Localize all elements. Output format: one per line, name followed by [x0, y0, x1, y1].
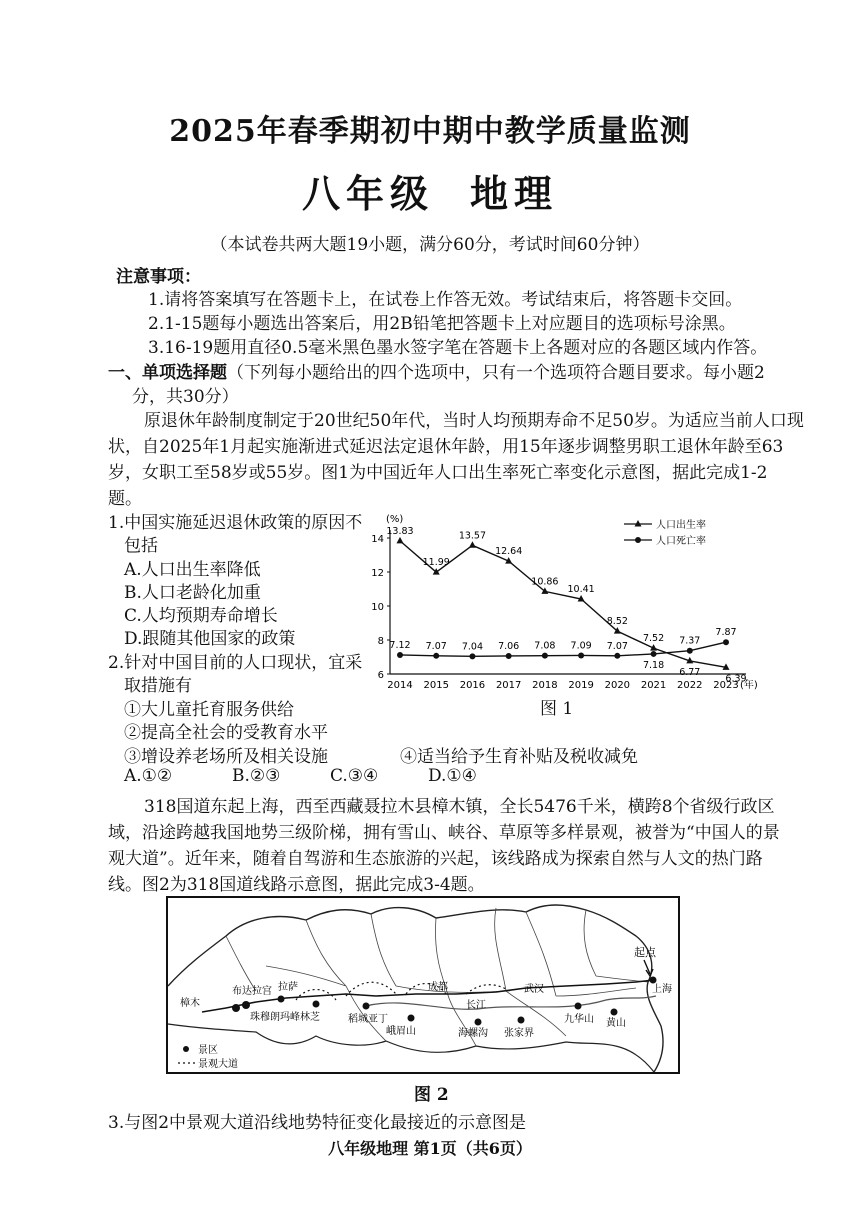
notice-heading: 注意事项：: [116, 267, 201, 287]
death-rate-data-label: 7.09: [570, 640, 592, 652]
death-rate-data-label: 7.18: [642, 659, 665, 671]
death-rate-point: [723, 639, 729, 645]
x-axis-unit: (年): [740, 680, 758, 691]
x-tick-label: 2017: [495, 680, 522, 691]
x-tick-label: 2016: [459, 680, 486, 691]
q1-option-c[interactable]: C.人均预期寿命增长: [124, 606, 278, 626]
birth-rate-data-label: 13.57: [458, 530, 487, 542]
place-label: 张家界: [504, 1028, 534, 1039]
death-rate-data-label: 7.37: [679, 635, 701, 647]
birth-rate-data-label: 6.77: [679, 666, 701, 678]
scenic-spot: [611, 1009, 618, 1016]
q1-option-b[interactable]: B.人口老龄化加重: [124, 583, 261, 603]
scenic-spot: [363, 1003, 370, 1010]
material-line: 岁，女职工至58岁或55岁。图1为中国近年人口出生率死亡率变化示意图，据此完成1-2: [108, 463, 768, 483]
birth-rate-data-label: 12.64: [495, 546, 523, 558]
death-rate-point: [506, 653, 512, 659]
y-tick-label: 10: [371, 602, 384, 613]
place-label: 珠穆朗玛峰: [250, 1012, 300, 1023]
map-frame: [167, 897, 679, 1073]
death-rate-line: [400, 642, 726, 656]
place-label: 峨眉山: [386, 1026, 416, 1037]
birth-death-rate-chart: [356, 508, 796, 698]
birth-rate-point: [397, 537, 404, 544]
page-title: 2025年春季期初中期中教学质量监测: [169, 114, 691, 149]
scenic-spot: [518, 1017, 525, 1024]
scenic-spot: [313, 1001, 320, 1008]
scenic-spot: [408, 1015, 415, 1022]
q2-item: ①大儿童托育服务供给: [124, 700, 294, 720]
q2-option-a[interactable]: A.①②: [124, 766, 173, 786]
birth-rate-point: [541, 587, 548, 594]
legend-marker: [635, 520, 642, 527]
birth-rate-data-label: 8.52: [606, 616, 628, 628]
place-label: 武汉: [524, 984, 544, 995]
scenic-spot: [242, 1001, 250, 1009]
y-tick-label: 14: [371, 534, 384, 545]
x-tick-label: 2022: [677, 680, 703, 691]
birth-rate-point: [469, 541, 476, 548]
death-rate-data-label: 7.07: [425, 640, 447, 652]
material-line: 原退休年龄制度制定于20世纪50年代，当时人均预期寿命不足50岁。为适应当前人口现: [144, 411, 804, 431]
q2-stem: 2.针对中国目前的人口现状，宜采: [108, 653, 363, 673]
place-label: 黄山: [606, 1018, 626, 1029]
birth-rate-data-label: 6.39: [725, 673, 747, 685]
q2-option-c[interactable]: C.③④: [330, 766, 379, 786]
q1-option-d[interactable]: D.跟随其他国家的政策: [124, 629, 296, 649]
place-label: 拉萨: [278, 982, 298, 993]
notice-item: 2.1-15题每小题选出答案后，用2B铅笔把答题卡上对应题目的选项标号涂黑。: [148, 314, 736, 334]
death-rate-point: [651, 651, 657, 657]
notice-item: 3.16-19题用直径0.5毫米黑色墨水签字笔在答题卡上各题对应的各题区域内作答。: [148, 338, 768, 358]
death-rate-data-label: 7.87: [715, 627, 737, 639]
place-label: 海螺沟: [458, 1028, 488, 1039]
q2-item: ②提高全社会的受教育水平: [124, 723, 328, 743]
q2-item: ④适当给予生育补贴及税收减免: [400, 747, 638, 767]
death-rate-data-label: 7.12: [389, 639, 411, 651]
death-rate-data-label: 7.08: [534, 640, 556, 652]
q1-option-a[interactable]: A.人口出生率降低: [124, 560, 261, 580]
legend-spot-marker: [183, 1046, 189, 1052]
x-tick-label: 2023: [713, 680, 739, 691]
scenic-spot: [232, 1004, 240, 1012]
q2-option-b[interactable]: B.②③: [232, 766, 281, 786]
material-line: 线。图2为318国道线路示意图，据此完成3-4题。: [108, 875, 485, 895]
material-line: 状，自2025年1月起实施渐进式延迟法定退休年龄，用15年逐步调整男职工退休年龄至63: [108, 437, 784, 457]
y-tick-label: 8: [377, 636, 384, 647]
death-rate-point: [578, 652, 584, 658]
scenic-spot: [575, 1003, 582, 1010]
y-tick-label: 6: [377, 670, 384, 681]
material-line: 域，沿途跨越我国地势三级阶梯，拥有雪山、峡谷、草原等多样景观，被誉为“中国人的景: [108, 823, 780, 843]
q2-stem: 取措施有: [124, 676, 192, 696]
subject-label: 地理: [470, 171, 559, 216]
legend-marker: [635, 537, 641, 543]
death-rate-point: [433, 653, 439, 659]
grade-label: 八年级: [301, 171, 434, 216]
notice-item: 1.请将答案填写在答题卡上，在试卷上作答无效。考试结束后，将答题卡交回。: [148, 290, 743, 310]
place-label: 稻城亚丁: [348, 1014, 388, 1025]
death-rate-point: [687, 648, 693, 654]
death-rate-data-label: 7.07: [606, 640, 628, 652]
birth-rate-data-label: 10.86: [531, 576, 559, 588]
material-line: 318国道东起上海，西至西藏聂拉木县樟木镇，全长5476千米，横跨8个省级行政区: [144, 797, 775, 817]
x-tick-label: 2014: [387, 680, 413, 691]
material-line: 题。: [108, 489, 142, 509]
exam-note: （本试卷共两大题19小题，满分60分，考试时间60分钟）: [210, 235, 650, 255]
page-footer: 八年级地理 第1页（共6页）: [328, 1139, 532, 1158]
death-rate-point: [397, 652, 403, 658]
birth-rate-data-label: 11.99: [422, 557, 450, 569]
death-rate-point: [469, 653, 475, 659]
legend-avenue-label: 景观大道: [198, 1059, 238, 1070]
section-title: 一、单项选择题: [108, 363, 227, 383]
q3-stem: 3.与图2中景观大道沿线地势特征变化最接近的示意图是: [108, 1113, 527, 1133]
legend-label: 人口死亡率: [656, 536, 706, 547]
legend-label: 人口出生率: [656, 520, 706, 531]
y-axis-label: (%): [386, 514, 404, 525]
figure1-caption: 图 1: [540, 699, 574, 719]
x-tick-label: 2019: [568, 680, 594, 691]
legend-spot-label: 景区: [198, 1045, 218, 1056]
death-rate-point: [614, 653, 620, 659]
y-tick-label: 12: [371, 568, 384, 579]
x-tick-label: 2015: [423, 680, 449, 691]
scenic-spot: [650, 977, 657, 984]
place-label: 布达拉宫: [232, 986, 272, 997]
place-label: 樟木: [180, 998, 200, 1009]
start-label: 起点: [634, 946, 656, 959]
section-heading: [108, 358, 765, 383]
q2-item: ③增设养老场所及相关设施: [124, 747, 328, 767]
place-label: 林芝: [300, 1012, 320, 1023]
x-tick-label: 2018: [532, 680, 558, 691]
birth-rate-data-label: 7.52: [642, 633, 665, 645]
place-label: 长江: [466, 1000, 486, 1011]
section-note-2: 分，共30分）: [132, 387, 239, 407]
scenic-spot: [278, 996, 285, 1003]
x-tick-label: 2020: [604, 680, 631, 691]
birth-rate-data-label: 13.83: [386, 525, 414, 537]
x-tick-label: 2021: [640, 680, 667, 691]
place-label: 上海: [652, 984, 672, 995]
section-note-1: （下列每小题给出的四个选项中，只有一个选项符合题目要求。每小题2: [227, 363, 765, 383]
figure2-caption: 图 2: [414, 1085, 449, 1105]
place-label: 成都: [428, 982, 448, 993]
q1-stem: 包括: [124, 536, 158, 556]
place-label: 九华山: [564, 1014, 594, 1025]
q1-stem: 1.中国实施延迟退休政策的原因不: [108, 513, 363, 533]
death-rate-point: [542, 653, 548, 659]
route-318-map: [166, 896, 680, 1074]
subject-title: [0, 163, 860, 218]
material-line: 观大道”。近年来，随着自驾游和生态旅游的兴起，该线路成为探索自然与人文的热门路: [108, 849, 763, 869]
q2-option-d[interactable]: D.①④: [428, 766, 477, 786]
birth-rate-data-label: 10.41: [567, 584, 595, 596]
scenic-spot: [475, 1019, 482, 1026]
death-rate-data-label: 7.06: [498, 640, 520, 652]
death-rate-data-label: 7.04: [461, 641, 484, 653]
chart-axes: [390, 530, 746, 674]
